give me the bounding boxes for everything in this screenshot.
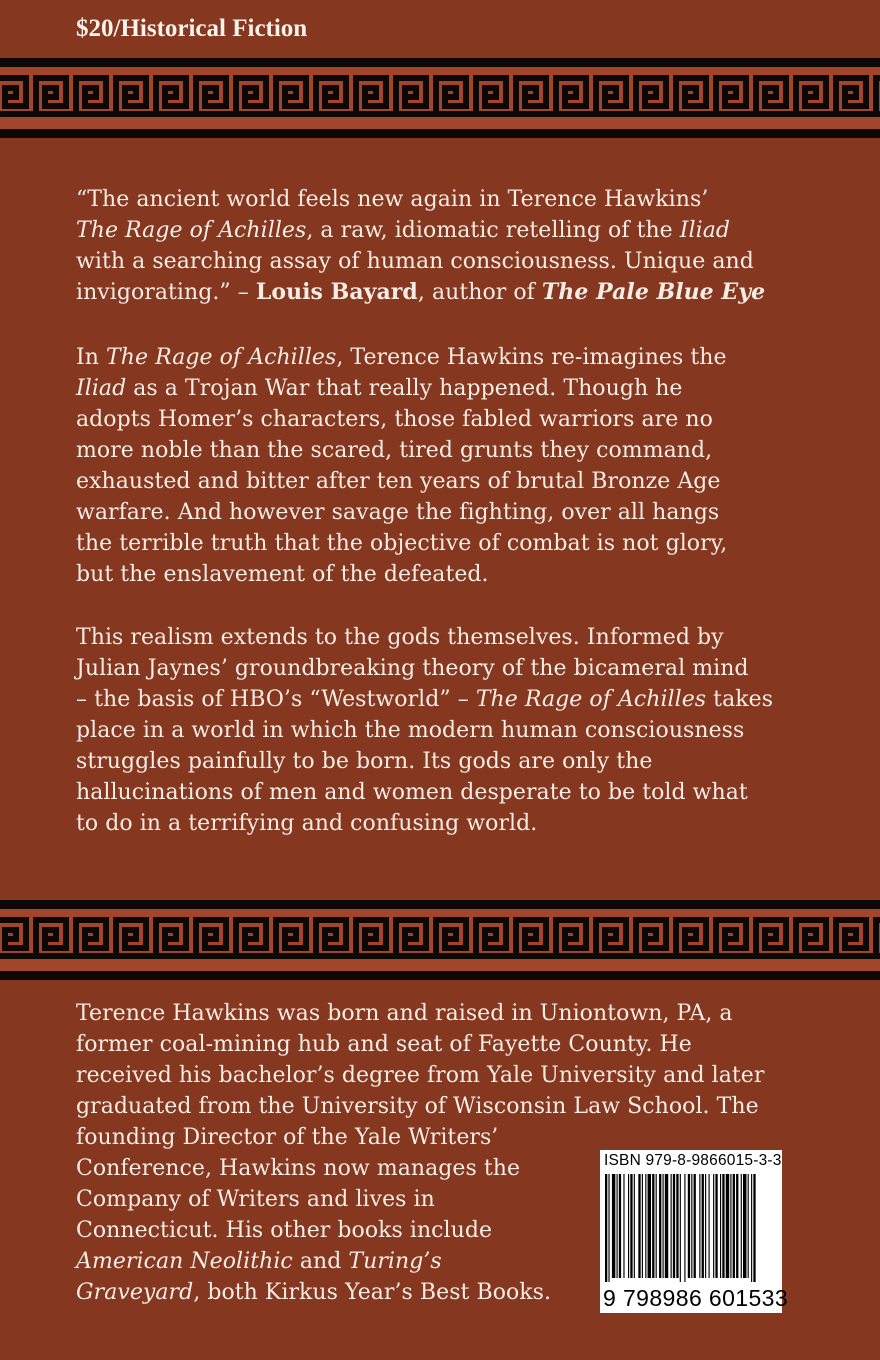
barcode-bar bbox=[665, 1174, 668, 1278]
barcode-bar bbox=[634, 1174, 635, 1278]
text-run: warfare. And however savage the fighting, over all hangs bbox=[76, 500, 720, 525]
text-run: received his bachelor’s degree from Yale University and later bbox=[76, 1063, 765, 1088]
text-line bbox=[76, 1029, 836, 1060]
text-run: hallucinations of men and women desperate to be told what bbox=[76, 780, 748, 805]
text-run: with a searching assay of human consciousness. Unique and bbox=[76, 249, 754, 274]
barcode-bar bbox=[715, 1174, 717, 1278]
styled-text-run: The Rage of Achilles bbox=[76, 218, 307, 243]
review-blurb bbox=[76, 184, 836, 308]
barcode-bar bbox=[659, 1174, 661, 1278]
text-run: , both Kirkus Year’s Best Books. bbox=[193, 1280, 552, 1305]
barcode-bar bbox=[645, 1174, 646, 1278]
barcode-bar bbox=[733, 1174, 735, 1278]
barcode-bar bbox=[605, 1174, 607, 1282]
barcode-bar bbox=[730, 1174, 731, 1278]
text-run: invigorating.” – bbox=[76, 280, 256, 305]
text-line bbox=[76, 342, 836, 373]
barcode-bar bbox=[628, 1174, 629, 1278]
isbn-label: ISBN 979-8-9866015-3-3 bbox=[604, 1152, 782, 1169]
isbn-digits: 9 798986 601533 bbox=[603, 1285, 789, 1311]
text-line bbox=[76, 404, 836, 435]
styled-text-run: Louis Bayard bbox=[255, 279, 418, 305]
barcode-bar bbox=[713, 1174, 714, 1278]
text-line bbox=[76, 373, 836, 404]
text-run: Connecticut. His other books include bbox=[76, 1218, 493, 1243]
barcode-bar bbox=[748, 1174, 749, 1278]
text-line bbox=[76, 622, 836, 653]
text-line bbox=[76, 1122, 836, 1153]
barcode-bar bbox=[623, 1174, 624, 1278]
text-line bbox=[76, 1091, 836, 1122]
barcode-bar bbox=[648, 1174, 651, 1278]
text-run: Julian Jaynes’ groundbreaking theory of the bicameral mind bbox=[76, 656, 749, 681]
text-line bbox=[76, 497, 836, 528]
text-run: , Terence Hawkins re-imagines the bbox=[336, 345, 727, 370]
barcode-bar bbox=[656, 1174, 657, 1278]
text-line bbox=[76, 246, 836, 277]
greek-key-border-top bbox=[0, 58, 880, 138]
styled-text-run: Graveyard bbox=[76, 1280, 194, 1305]
barcode-bars bbox=[605, 1174, 777, 1282]
styled-text-run: The Rage of Achilles bbox=[106, 345, 337, 370]
barcode-bar bbox=[673, 1174, 675, 1278]
text-line bbox=[76, 277, 836, 308]
text-run: Company of Writers and lives in bbox=[76, 1187, 435, 1212]
barcode-bar bbox=[652, 1174, 654, 1278]
text-run: Conference, Hawkins now manages the bbox=[76, 1156, 521, 1181]
text-run: more noble than the scared, tired grunts they command, bbox=[76, 438, 713, 463]
isbn-barcode bbox=[600, 1150, 789, 1313]
barcode-bar bbox=[694, 1174, 696, 1278]
styled-text-run: American Neolithic bbox=[76, 1249, 293, 1274]
barcode-bar bbox=[726, 1174, 729, 1278]
barcode-bar bbox=[702, 1174, 704, 1278]
text-line bbox=[76, 466, 836, 497]
barcode-bar bbox=[699, 1174, 700, 1278]
barcode-bar bbox=[684, 1174, 685, 1282]
text-run: adopts Homer’s characters, those fabled warriors are no bbox=[76, 407, 713, 432]
text-run: the terrible truth that the objective of combat is not glory, bbox=[76, 531, 728, 556]
barcode-bar bbox=[671, 1174, 672, 1278]
barcode-bar bbox=[676, 1174, 678, 1278]
text-run: as a Trojan War that really happened. Though he bbox=[126, 376, 683, 401]
text-line bbox=[76, 715, 836, 746]
barcode-bar bbox=[608, 1174, 609, 1282]
text-run: place in a world in which the modern human consciousness bbox=[76, 718, 745, 743]
barcode-bar bbox=[642, 1174, 643, 1278]
text-run: but the enslavement of the defeated. bbox=[76, 562, 489, 587]
text-run: , a raw, idiomatic retelling of the bbox=[306, 218, 680, 243]
barcode-bar bbox=[705, 1174, 706, 1278]
barcode-bar bbox=[751, 1174, 752, 1282]
barcode-bar bbox=[663, 1174, 664, 1278]
barcode-bar bbox=[720, 1174, 721, 1278]
text-line bbox=[76, 435, 836, 466]
book-description-paragraph-2 bbox=[76, 622, 836, 839]
greek-key-border-middle bbox=[0, 900, 880, 980]
text-run: This realism extends to the gods themselves. Informed by bbox=[76, 625, 724, 650]
barcode-bar bbox=[722, 1174, 724, 1278]
barcode-bar bbox=[688, 1174, 690, 1278]
text-line bbox=[76, 653, 836, 684]
styled-text-run: Iliad bbox=[76, 376, 127, 401]
text-run: struggles painfully to be born. Its gods are only the bbox=[76, 749, 653, 774]
text-run: former coal-mining hub and seat of Fayette County. He bbox=[76, 1032, 692, 1057]
text-line bbox=[76, 998, 836, 1029]
text-run: exhausted and bitter after ten years of brutal Bronze Age bbox=[76, 469, 721, 494]
text-run: to do in a terrifying and confusing world. bbox=[76, 811, 538, 836]
text-line bbox=[76, 1060, 836, 1091]
text-line bbox=[76, 746, 836, 777]
text-line bbox=[76, 559, 836, 590]
barcode-bar bbox=[736, 1174, 738, 1278]
text-run: “The ancient world feels new again in Terence Hawkins’ bbox=[76, 187, 709, 212]
text-line bbox=[76, 528, 836, 559]
styled-text-run: Iliad bbox=[679, 218, 731, 243]
text-run: Terence Hawkins was born and raised in Uniontown, PA, a bbox=[76, 1001, 733, 1026]
styled-text-run: The Pale Blue Eye bbox=[541, 279, 766, 305]
styled-text-run: Turing’s bbox=[348, 1249, 442, 1274]
text-run: – the basis of HBO’s “Westworld” – bbox=[76, 687, 476, 712]
text-line bbox=[76, 808, 836, 839]
barcode-bar bbox=[619, 1174, 621, 1278]
text-line bbox=[76, 684, 836, 715]
text-line bbox=[76, 777, 836, 808]
barcode-bar bbox=[741, 1174, 742, 1278]
book-description-paragraph-1 bbox=[76, 342, 836, 590]
text-run: graduated from the University of Wisconsin Law School. The bbox=[76, 1094, 759, 1119]
text-run: founding Director of the Yale Writers’ bbox=[76, 1125, 499, 1150]
barcode-bar bbox=[743, 1174, 746, 1278]
text-run: In bbox=[76, 345, 107, 370]
price-genre-label: $20/Historical Fiction bbox=[76, 15, 308, 42]
text-run: takes bbox=[706, 687, 774, 712]
barcode-bar bbox=[753, 1174, 755, 1282]
text-run: , author of bbox=[417, 280, 542, 305]
barcode-bar bbox=[617, 1174, 618, 1278]
text-run: and bbox=[292, 1249, 349, 1274]
barcode-bar bbox=[691, 1174, 692, 1278]
text-line bbox=[76, 215, 836, 246]
text-line bbox=[76, 184, 836, 215]
barcode-bar bbox=[709, 1174, 710, 1278]
styled-text-run: The Rage of Achilles bbox=[475, 687, 707, 712]
barcode-bar bbox=[612, 1174, 615, 1278]
barcode-bar bbox=[630, 1174, 632, 1278]
barcode-bar bbox=[680, 1174, 681, 1282]
barcode-bar bbox=[638, 1174, 640, 1278]
